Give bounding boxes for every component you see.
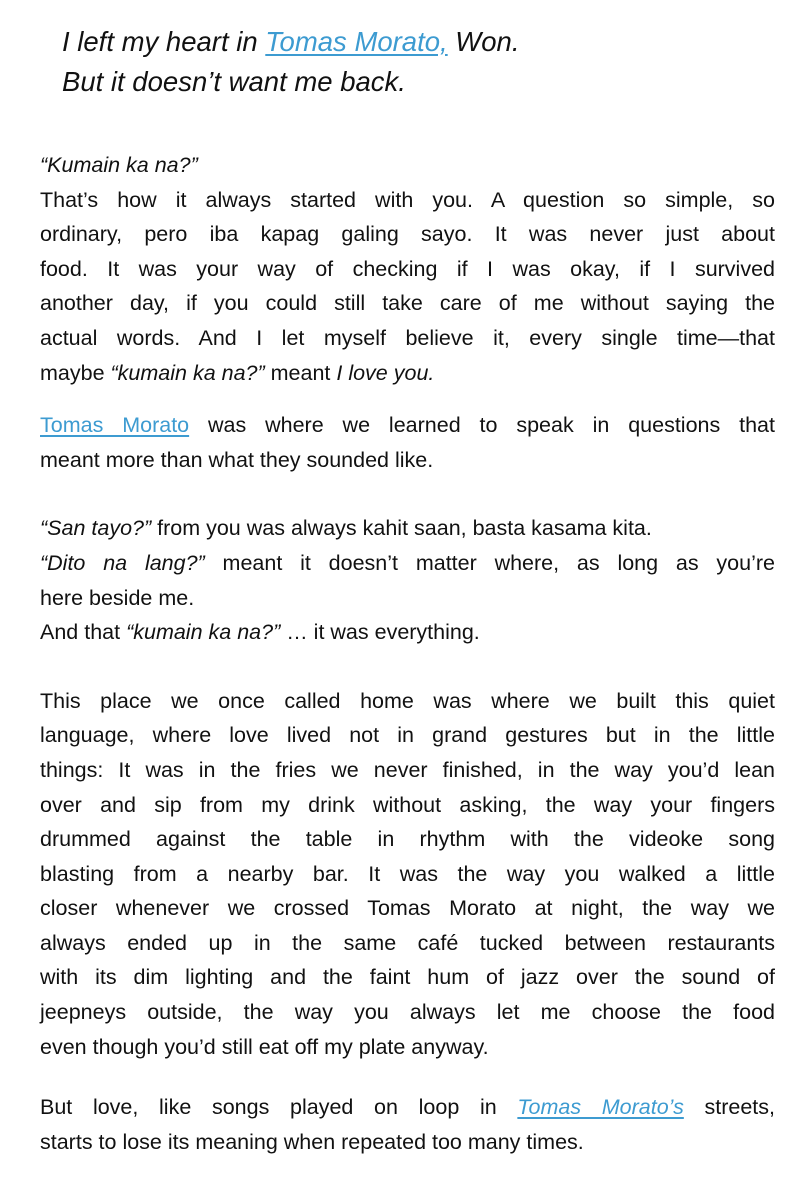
quote-line: [40, 148, 775, 183]
text-line: always ended up in the same café tucked between restaurants: [40, 930, 775, 955]
text-line: [40, 1090, 775, 1125]
text-line: starts to lose its meaning when repeated too many times.: [40, 1129, 584, 1154]
text-span: maybe: [40, 360, 111, 385]
text-line: even though you’d still eat off my plate anyway.: [40, 1034, 489, 1059]
text-line: closer whenever we crossed Tomas Morato at night, the way we: [40, 896, 775, 921]
text-line: with its dim lighting and the faint hum of jazz over the sound of: [40, 965, 775, 990]
text-span: was where we learned to speak in questions that: [189, 413, 775, 438]
text-line: drummed against the table in rhythm with the videoke song: [40, 827, 775, 852]
title-text: I left my heart in: [62, 26, 266, 57]
document: [40, 22, 775, 1177]
text-line: jeepneys outside, the way you always let me choose the food: [40, 1000, 775, 1025]
text-span: streets,: [683, 1095, 775, 1120]
text-line: language, where love lived not in grand gestures but in the little: [40, 723, 775, 748]
quote-text: “Kumain ka na?”: [40, 153, 198, 177]
tomas-morato-link[interactable]: Tomas Morato: [40, 413, 190, 438]
paragraph-2: [40, 408, 775, 477]
text-line: meant more than what they sounded like.: [40, 447, 434, 472]
emphasis-text: I love you.: [336, 360, 435, 385]
text-line: food. It was your way of checking if I was okay, if I survived: [40, 256, 775, 281]
text-span: from you was always kahit saan, basta kasama kita.: [151, 516, 652, 541]
text-line: over and sip from my drink without asking, the way your fingers: [40, 792, 775, 817]
text-span: And that: [40, 620, 127, 645]
text-line: [40, 511, 775, 546]
body-text: [40, 148, 775, 1159]
text-span: meant it doesn’t matter where, as long as you’re: [204, 550, 775, 575]
tomas-moratos-link[interactable]: Tomas Morato’s: [517, 1095, 684, 1120]
text-line: [40, 408, 775, 443]
emphasis-text: “Dito na lang?”: [40, 550, 205, 575]
text-line: [40, 356, 775, 391]
title-block: [40, 22, 775, 102]
paragraph-3: [40, 511, 775, 649]
text-line: things: It was in the fries we never finished, in the way you’d lean: [40, 757, 775, 782]
emphasis-text: “kumain ka na?”: [126, 620, 281, 645]
emphasis-text: “kumain ka na?”: [110, 360, 265, 385]
text-line: here beside me.: [40, 585, 195, 610]
text-line: another day, if you could still take care of me without saying the: [40, 291, 775, 316]
paragraph-4: [40, 684, 775, 1065]
text-line: actual words. And I let myself believe it, every single time—that: [40, 325, 775, 350]
emphasis-text: “San tayo?”: [40, 516, 152, 541]
text-line: This place we once called home was where we built this quiet: [40, 688, 775, 713]
title-line-1: [62, 22, 775, 62]
text-line: [40, 546, 775, 581]
text-line: [40, 615, 775, 650]
paragraph-1: [40, 148, 775, 390]
text-span: But love, like songs played on loop in: [40, 1095, 518, 1120]
title-text-end: Won.: [447, 26, 520, 57]
text-line: blasting from a nearby bar. It was the way you walked a little: [40, 861, 775, 886]
paragraph-5: [40, 1090, 775, 1159]
text-span: … it was everything.: [280, 620, 480, 645]
text-line: That’s how it always started with you. A question so simple, so: [40, 187, 775, 212]
title-line-2: But it doesn’t want me back.: [62, 66, 406, 97]
tomas-morato-link[interactable]: Tomas Morato,: [265, 26, 448, 57]
text-span: meant: [264, 360, 337, 385]
text-line: ordinary, pero iba kapag galing sayo. It was never just about: [40, 222, 775, 247]
